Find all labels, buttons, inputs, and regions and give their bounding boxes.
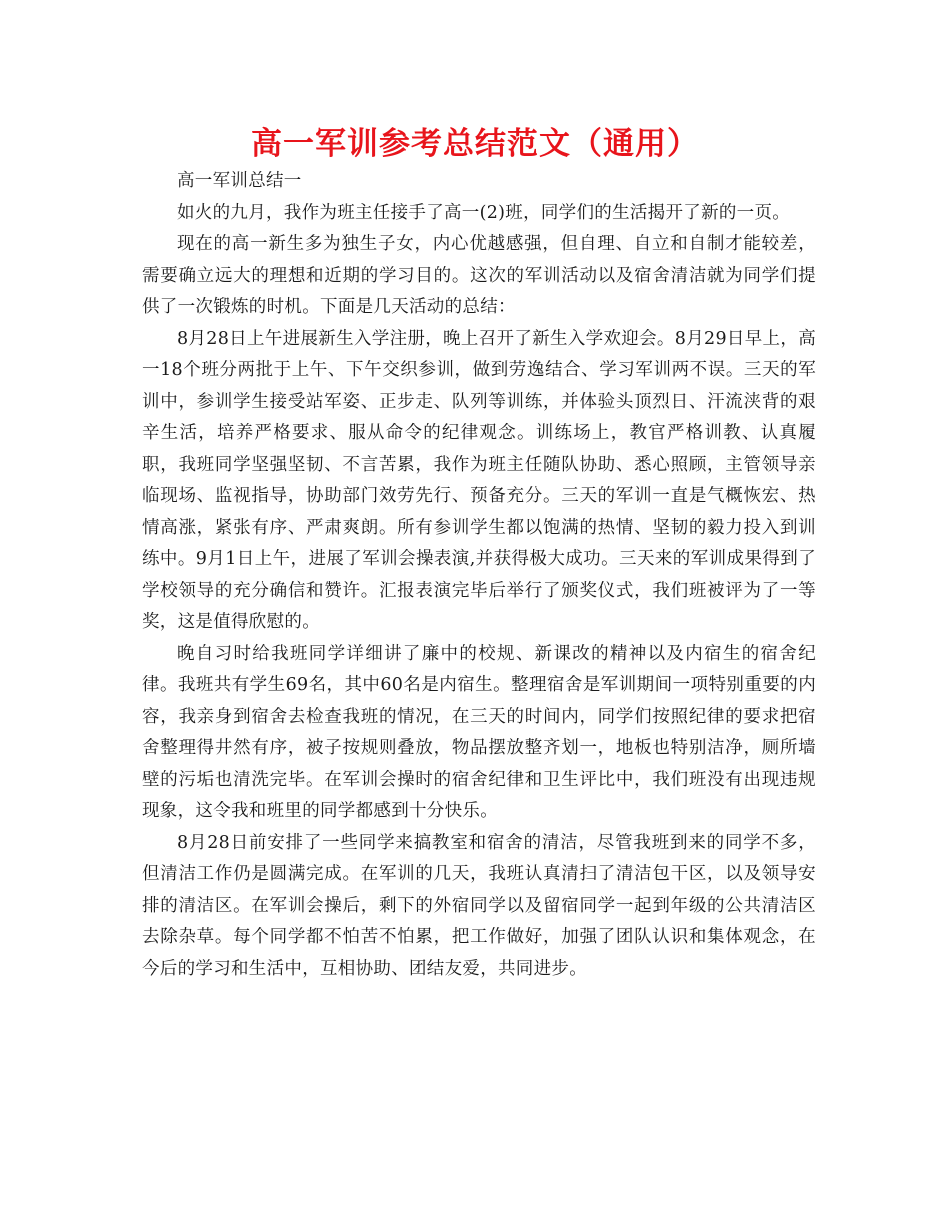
paragraph: 8月28日上午进展新生入学注册，晚上召开了新生入学欢迎会。8月29日早上，高一18个班分两批于上午、下午交织参训，做到劳逸结合、学习军训两不误。三天的军训中，参训学生接受站军姿、正步走、队列等训练，并体验头顶烈日、汗流浃背的艰辛生活，培养严格要求、服从命令的纪律观念。训练场上，教官严格训教、认真履职，我班同学坚强坚韧、不言苦累，我作为班主任随队协助、悉心照顾，主管领导亲临现场、监视指导，协助部门效劳先行、预备充分。三天的军训一直是气概恢宏、热情高涨，紧张有序、严肃爽朗。所有参训学生都以饱满的热情、坚韧的毅力投入到训练中。9月1日上午，进展了军训会操表演,并获得极大成功。三天来的军训成果得到了学校领导的充分确信和赞许。汇报表演完毕后举行了颁奖仪式，我们班被评为了一等奖，这是值得欣慰的。 [142, 328, 816, 632]
document-title: 高一军训参考总结范文（通用） [251, 126, 699, 162]
document-body [142, 166, 816, 985]
paragraph: 晚自习时给我班同学详细讲了廉中的校规、新课改的精神以及内宿生的宿舍纪律。我班共有学生69名，其中60名是内宿生。整理宿舍是军训期间一项特别重要的内容，我亲身到宿舍去检查我班的情况，在三天的时间内，同学们按照纪律的要求把宿舍整理得井然有序，被子按规则叠放，物品摆放整齐划一，地板也特别洁净，厕所墙壁的污垢也清洗完毕。在军训会操时的宿舍纪律和卫生评比中，我们班没有出现违规现象，这令我和班里的同学都感到十分快乐。 [142, 643, 816, 821]
paragraph: 现在的高一新生多为独生子女，内心优越感强，但自理、自立和自制才能较差，需要确立远大的理想和近期的学习目的。这次的军训活动以及宿舍清洁就为同学们提供了一次锻炼的时机。下面是几天活动的总结： [142, 234, 816, 317]
paragraph: 8月28日前安排了一些同学来搞教室和宿舍的清洁，尽管我班到来的同学不多，但清洁工作仍是圆满完成。在军训的几天，我班认真清扫了清洁包干区，以及领导安排的清洁区。在军训会操后，剩下的外宿同学以及留宿同学一起到年级的公共清洁区去除杂草。每个同学都不怕苦不怕累，把工作做好，加强了团队认识和集体观念，在今后的学习和生活中，互相协助、团结友爱，共同进步。 [142, 832, 816, 979]
section-heading: 高一军训总结一 [177, 171, 302, 191]
paragraph: 如火的九月，我作为班主任接手了高一(2)班，同学们的生活揭开了新的一页。 [177, 202, 791, 223]
